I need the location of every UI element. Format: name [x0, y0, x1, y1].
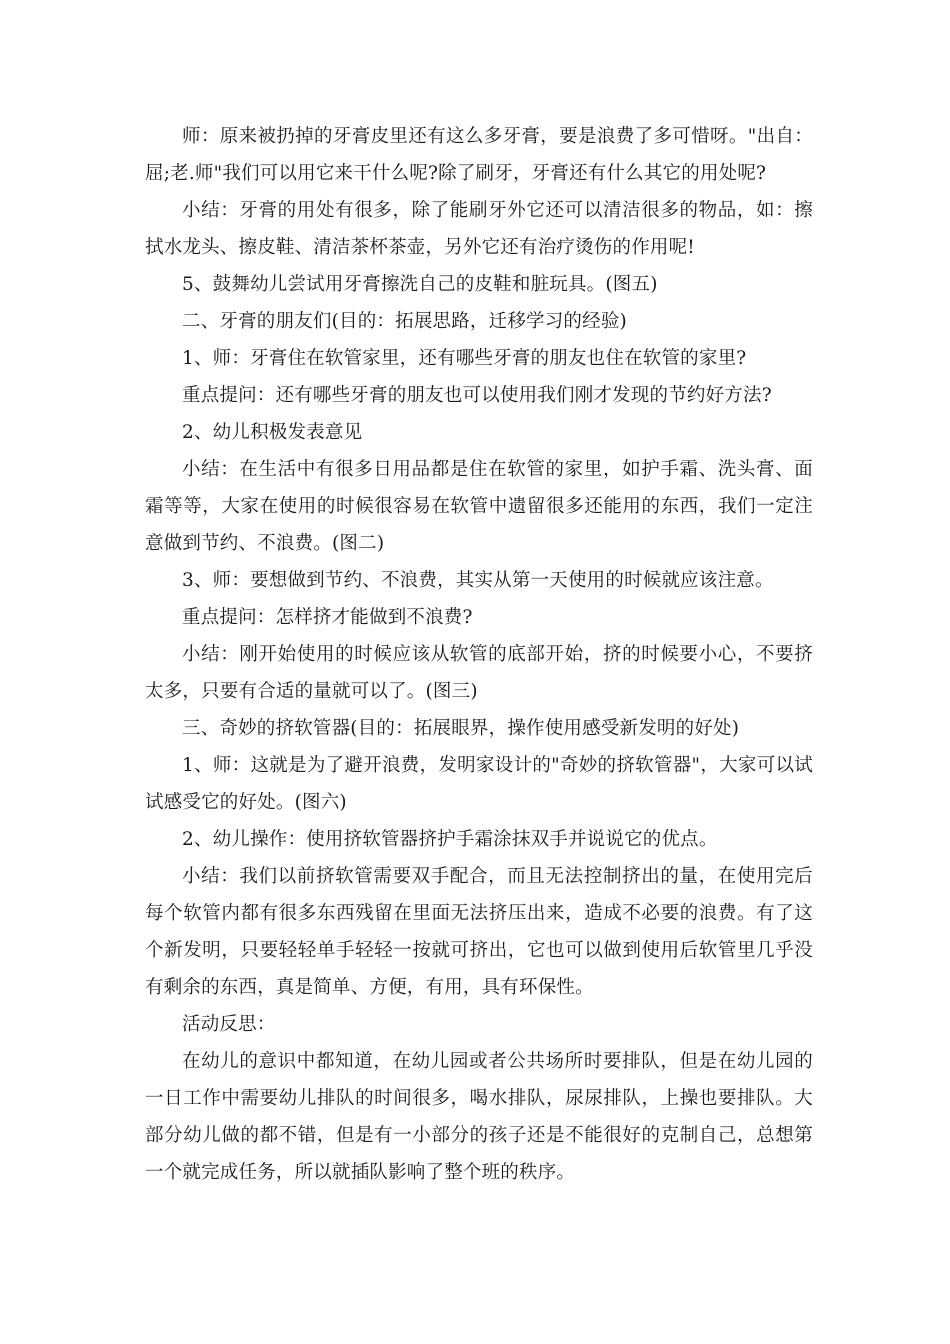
- paragraph-summary-invention: 小结：我们以前挤软管需要双手配合，而且无法控制挤出的量，在使用完后每个软管内都有很多东西残留在里面无法挤压出来，造成不必要的浪费。有了这个新发明，只要轻轻单手轻轻一按就可挤出，它也可以做到使用后软管里几乎没有剩余的东西，真是简单、方便，有用，具有环保性。: [145, 866, 813, 998]
- paragraph-step-1-squeezer: 1、师：这就是为了避开浪费，发明家设计的"奇妙的挤软管器"，大家可以试试感受它的好处。(图六): [145, 755, 813, 813]
- document-body: [145, 118, 813, 1191]
- section-heading-3: 三、奇妙的挤软管器(目的：拓展眼界，操作使用感受新发明的好处): [182, 718, 740, 739]
- paragraph-step-5: 5、鼓舞幼儿尝试用牙膏擦洗自己的皮鞋和脏玩具。(图五): [182, 274, 658, 295]
- paragraph-summary-uses: 小结：牙膏的用处有很多，除了能刷牙外它还可以清洁很多的物品，如：擦拭水龙头、擦皮鞋、清洁茶杯茶壶，另外它还有治疗烫伤的作用呢!: [145, 200, 813, 258]
- paragraph-step-1-friends: 1、师：牙膏住在软管家里，还有哪些牙膏的朋友也住在软管的家里?: [182, 348, 747, 369]
- paragraph-key-question-1: 重点提问：还有哪些牙膏的朋友也可以使用我们刚才发现的节约好方法?: [182, 385, 772, 406]
- section-heading-2: 二、牙膏的朋友们(目的：拓展思路，迁移学习的经验): [182, 311, 627, 332]
- paragraph-teacher-toothpaste-skin: 师：原来被扔掉的牙膏皮里还有这么多牙膏，要是浪费了多可惜呀。"出自：屈;老.师"我们可以用它来干什么呢?除了刷牙，牙膏还有什么其它的用处呢?: [145, 126, 813, 184]
- paragraph-key-question-2: 重点提问：怎样挤才能做到不浪费?: [182, 607, 473, 628]
- paragraph-reflection-heading: 活动反思：: [182, 1014, 276, 1035]
- paragraph-summary-squeeze: 小结：刚开始使用的时候应该从软管的底部开始，挤的时候要小心，不要挤太多，只要有合适的量就可以了。(图三): [145, 644, 813, 702]
- paragraph-step-2-opinions: 2、幼儿积极发表意见: [182, 422, 363, 443]
- paragraph-step-2-operation: 2、幼儿操作：使用挤软管器挤护手霜涂抹双手并说说它的优点。: [182, 829, 718, 850]
- paragraph-summary-daily-items: 小结：在生活中有很多日用品都是住在软管的家里，如护手霜、洗头膏、面霜等等，大家在使用的时候很容易在软管中遗留很多还能用的东西，我们一定注意做到节约、不浪费。(图二): [145, 459, 813, 554]
- paragraph-reflection-body: 在幼儿的意识中都知道，在幼儿园或者公共场所时要排队，但是在幼儿园的一日工作中需要幼儿排队的时间很多，喝水排队，尿尿排队，上操也要排队。大部分幼儿做的都不错，但是有一小部分的孩子还是不能很好的克制自己，总想第一个就完成任务，所以就插队影响了整个班的秩序。: [145, 1051, 813, 1183]
- paragraph-step-3-saving: 3、师：要想做到节约、不浪费，其实从第一天使用的时候就应该注意。: [182, 570, 774, 591]
